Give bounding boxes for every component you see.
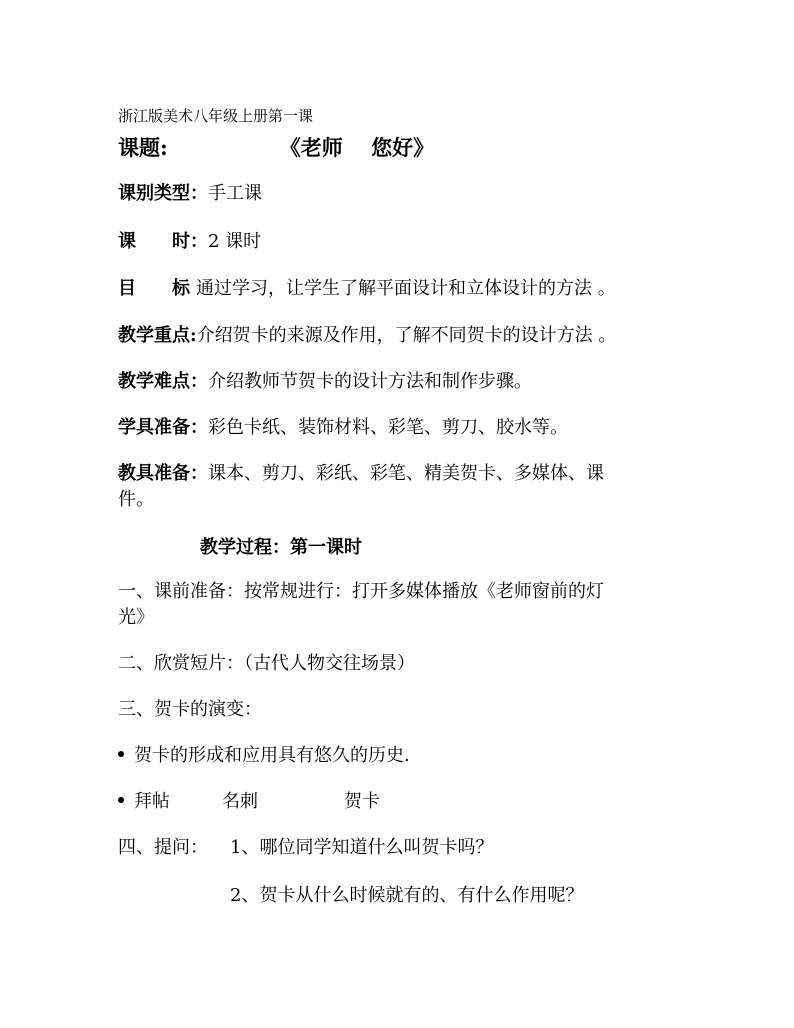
teacher-materials-row [118, 462, 604, 486]
hours-row [118, 230, 261, 254]
student-materials-label: 学具准备： [118, 417, 208, 438]
step-4-row [118, 836, 493, 860]
hours-label: 课 时： [118, 231, 208, 252]
bullet-icon [118, 751, 124, 757]
step-1: 一、课前准备：按常规进行：打开多媒体播放《老师窗前的灯 [118, 581, 604, 602]
objective-value: 通过学习，让学生了解平面设计和立体设计的方法 。 [196, 278, 616, 299]
teacher-materials-continuation: 件。 [118, 489, 154, 510]
objective-row [118, 277, 616, 301]
step-2: 二、欣赏短片：（古代人物交往场景） [118, 653, 415, 674]
lesson-title-value: 《老师 您好》 [279, 135, 435, 160]
key-point-label: 教学重点: [118, 325, 197, 346]
step-1-continuation: 光》 [118, 607, 154, 628]
teacher-materials-label: 教具准备： [118, 463, 208, 484]
step-3: 三、贺卡的演变： [118, 699, 262, 720]
student-materials-value: 彩色卡纸、装饰材料、彩笔、剪刀、胶水等。 [208, 417, 568, 438]
course-type-value: 手工课 [208, 183, 262, 204]
difficulty-row [118, 370, 532, 394]
question-2: 2、贺卡从什么时候就有的、有什么作用呢？ [230, 885, 584, 906]
lesson-title-label: 课题: [118, 135, 168, 160]
bullet-item-2 [118, 790, 380, 814]
difficulty-label: 教学难点： [118, 371, 208, 392]
bullet-2-a: 拜帖 [134, 791, 170, 812]
bullet-2-b: 名刺 [222, 791, 258, 812]
bullet-item-1 [118, 744, 410, 768]
teacher-materials-value: 课本、剪刀、彩纸、彩笔、精美贺卡、多媒体、课 [208, 463, 604, 484]
bullet-2-c: 贺卡 [344, 791, 380, 812]
key-point-value: 介绍贺卡的来源及作用，了解不同贺卡的设计方法 。 [196, 325, 617, 346]
course-type-row [118, 182, 262, 206]
lesson-title-row [118, 136, 434, 160]
bullet-icon [118, 797, 124, 803]
key-point-row [118, 324, 616, 348]
student-materials-row [118, 416, 568, 440]
hours-value: 2 课时 [208, 231, 262, 252]
process-heading: 教学过程：第一课时 [200, 537, 362, 558]
question-1: 1、哪位同学知道什么叫贺卡吗？ [230, 837, 494, 858]
difficulty-value: 介绍教师节贺卡的设计方法和制作步骤。 [208, 371, 532, 392]
objective-label: 目 标 [118, 278, 190, 299]
step-4-label: 四、提问： [118, 837, 208, 858]
header-line: 浙江版美术八年级上册第一课 [118, 107, 314, 125]
bullet-1-text: 贺卡的形成和应用具有悠久的历史. [134, 745, 410, 766]
course-type-label: 课别类型： [118, 183, 208, 204]
